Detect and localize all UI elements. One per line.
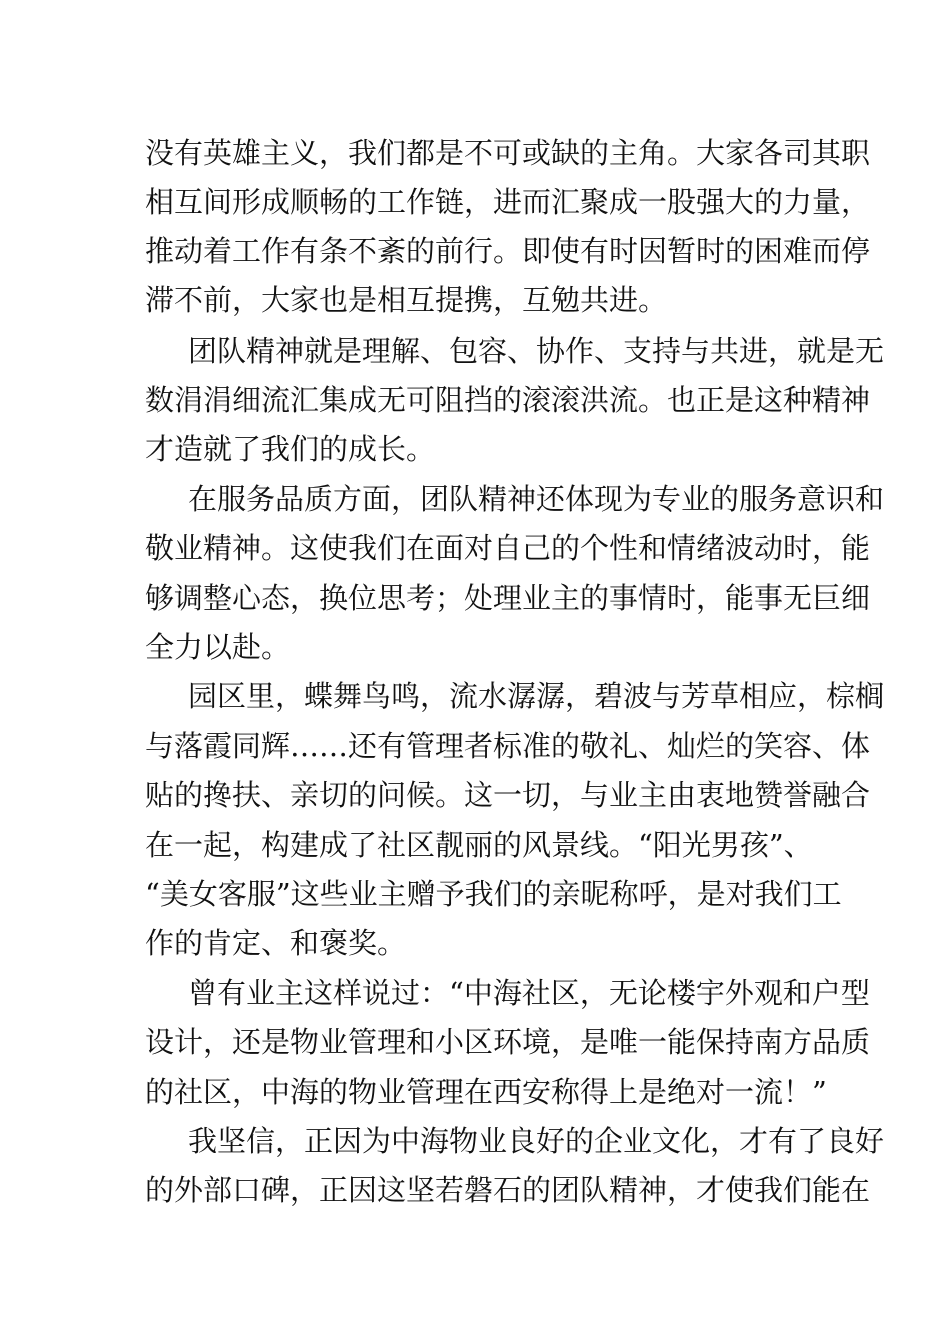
text-line: 作的肯定、和褒奖。 [145, 926, 407, 960]
paragraph-first-line: 团队精神就是理解、包容、协作、支持与共进，就是无 [188, 334, 885, 368]
paragraph-first-line: 园区里，蝶舞鸟鸣，流水潺潺，碧波与芳草相应，棕榈 [188, 679, 885, 713]
text-line: “美女客服”这些业主赠予我们的亲昵称呼，是对我们工 [145, 877, 842, 911]
text-line: 的外部口碑，正因这坚若磐石的团队精神，才使我们能在 [145, 1173, 871, 1207]
text-line: 全力以赴。 [145, 630, 291, 664]
text-line: 敬业精神。这使我们在面对自己的个性和情绪波动时，能 [145, 531, 871, 565]
text-line: 与落霞同辉……还有管理者标准的敬礼、灿烂的笑容、体 [145, 729, 871, 763]
text-line: 没有英雄主义，我们都是不可或缺的主角。大家各司其职 [145, 136, 871, 170]
text-line: 的社区，中海的物业管理在西安称得上是绝对一流！” [145, 1075, 827, 1109]
paragraph-first-line: 在服务品质方面，团队精神还体现为专业的服务意识和 [188, 482, 885, 516]
text-line: 才造就了我们的成长。 [145, 432, 436, 466]
text-line: 相互间形成顺畅的工作链，进而汇聚成一股强大的力量， [145, 185, 871, 219]
text-line: 数涓涓细流汇集成无可阻挡的滚滚洪流。也正是这种精神 [145, 383, 871, 417]
text-line: 够调整心态，换位思考；处理业主的事情时，能事无巨细 [145, 581, 871, 615]
text-line: 贴的搀扶、亲切的问候。这一切，与业主由衷地赞誉融合 [145, 778, 871, 812]
paragraph-first-line: 曾有业主这样说过：“中海社区，无论楼宇外观和户型 [188, 976, 870, 1010]
text-line: 推动着工作有条不紊的前行。即使有时因暂时的困难而停 [145, 234, 871, 268]
text-line: 在一起，构建成了社区靓丽的风景线。“阳光男孩”、 [145, 828, 813, 862]
paragraph-first-line: 我坚信，正因为中海物业良好的企业文化，才有了良好 [188, 1124, 885, 1158]
text-line: 设计，还是物业管理和小区环境，是唯一能保持南方品质 [145, 1025, 871, 1059]
text-line: 滞不前，大家也是相互提携，互勉共进。 [145, 283, 668, 317]
